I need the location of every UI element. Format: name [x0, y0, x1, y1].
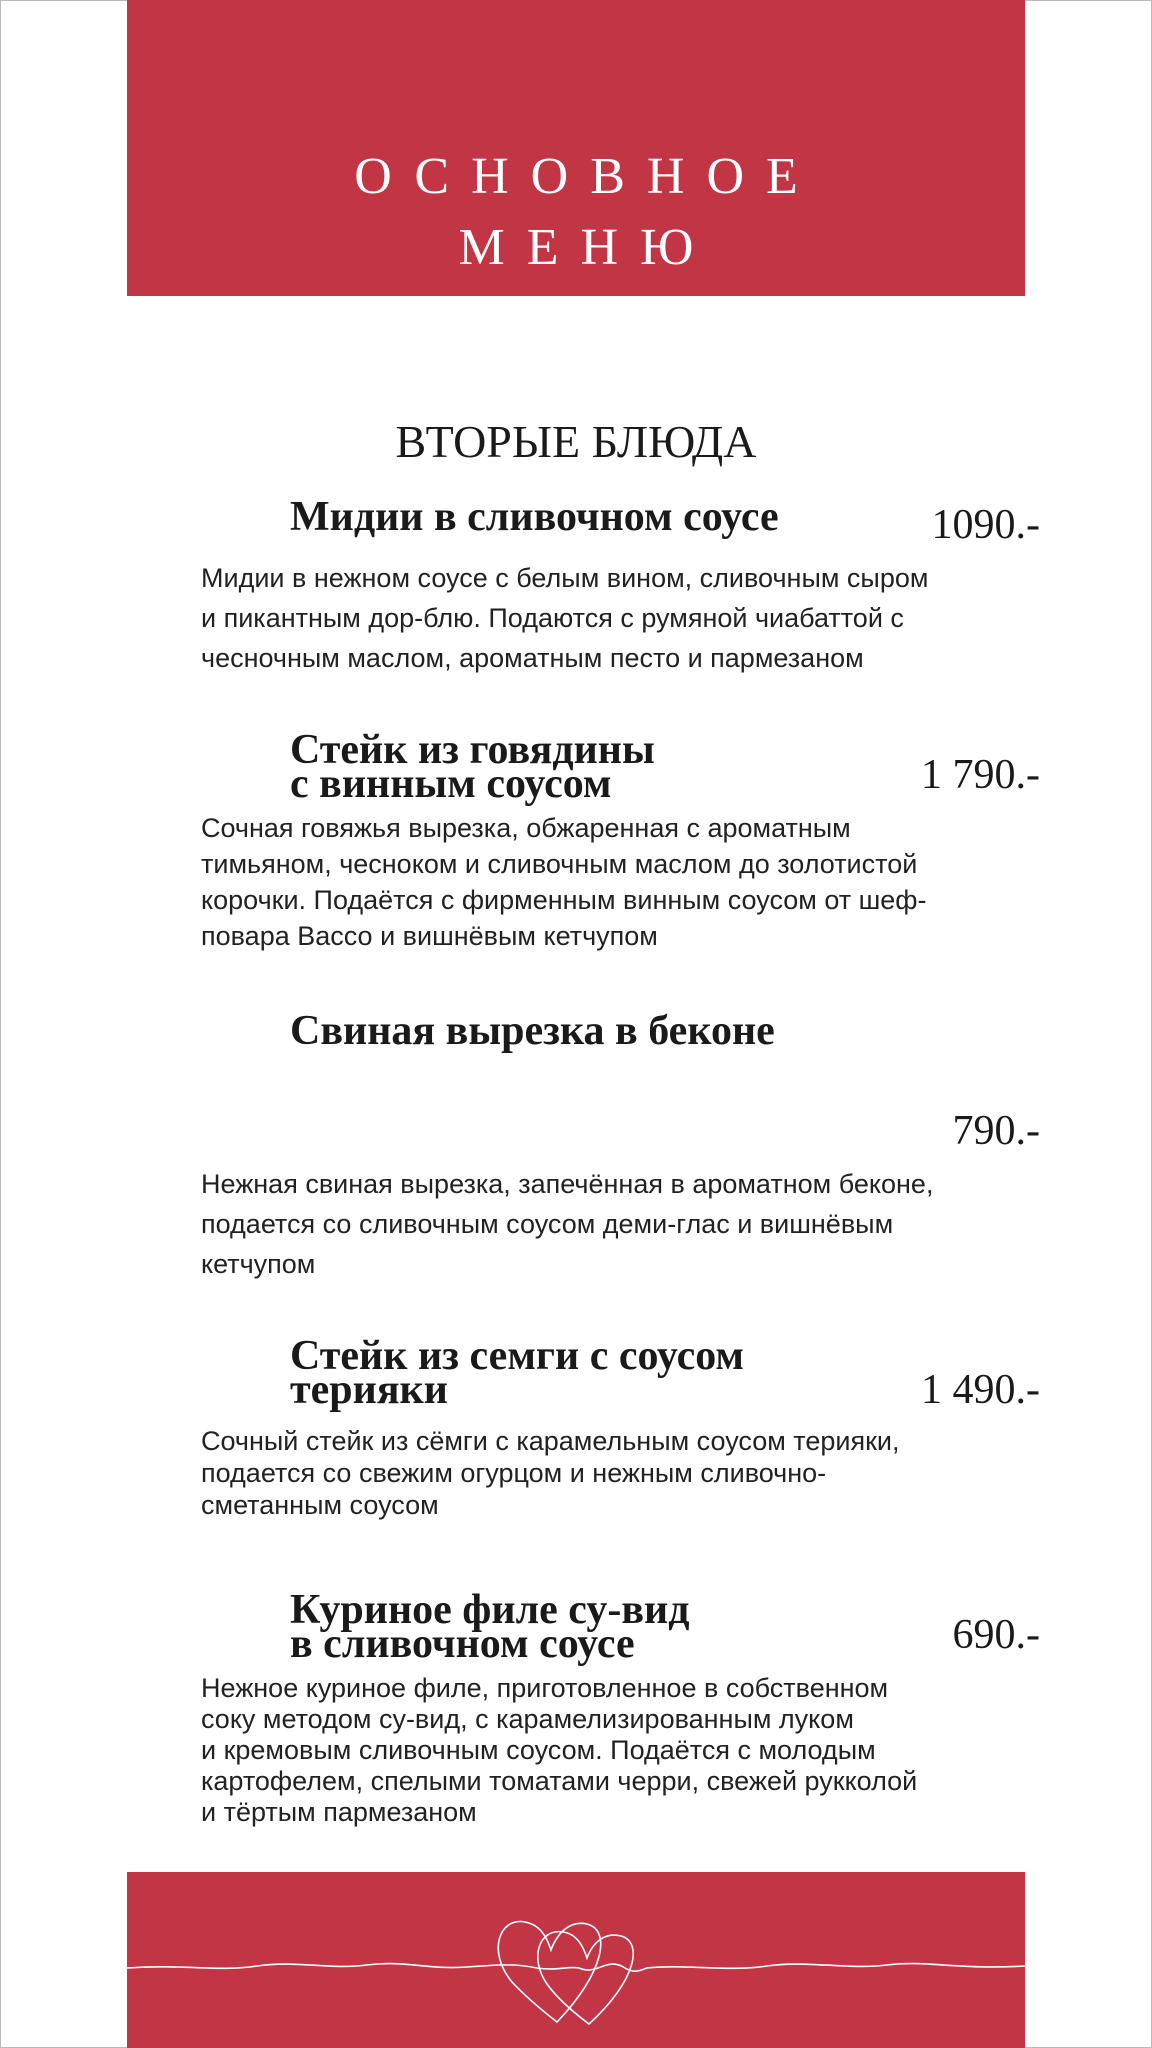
dish-price: 1 790.- [921, 752, 1040, 798]
dish-name: Стейк из семги с соусом терияки [290, 1333, 745, 1413]
dish-name: Стейк из говядины с винным соусом [290, 727, 655, 807]
dish-price: 690.- [952, 1612, 1040, 1658]
menu-title-line1: ОСНОВНОЕ [354, 148, 820, 205]
dish-name: Куриное филе су-вид в сливочном соусе [290, 1587, 690, 1667]
dish-description: Мидии в нежном соусе с белым вином, сливочным сыром и пикантным дор-блю. Подаются с румяной чиабаттой с чесночным маслом, ароматным песто и пармезаном [201, 563, 929, 673]
menu-title-line2: МЕНЮ [458, 219, 716, 276]
dish-description: Сочная говяжья вырезка, обжаренная с ароматным тимьяном, чесноком и сливочным маслом до золотистой корочки. Подаётся с фирменным винным соусом от шеф- повара Вассо и вишнёвым кетчупом [201, 813, 927, 951]
dish-description: Нежная свиная вырезка, запечённая в ароматном беконе, подается со сливочным соусом деми-глас и вишнёвым кетчупом [201, 1169, 934, 1279]
dish-name: Свиная вырезка в беконе [290, 1008, 775, 1054]
section-title: ВТОРЫЕ БЛЮДА [395, 416, 757, 467]
dish-name: Мидии в сливочном соусе [290, 494, 779, 540]
dish-description: Сочный стейк из сёмги с карамельным соусом терияки, подается со свежим огурцом и нежным сливочно- сметанным соусом [201, 1426, 900, 1520]
dish-description: Нежное куриное филе, приготовленное в собственном соку методом су-вид, с карамелизированным луком и кремовым сливочным соусом. Подаётся с молодым картофелем, спелыми томатами черри, свежей рукколой и тёртым пармезаном [201, 1673, 918, 1827]
hearts-line-icon [127, 1872, 1025, 2048]
dish-price: 1 490.- [921, 1367, 1040, 1413]
dish-price: 790.- [952, 1108, 1040, 1154]
dish-price: 1090.- [931, 502, 1040, 548]
header-banner [127, 0, 1025, 296]
